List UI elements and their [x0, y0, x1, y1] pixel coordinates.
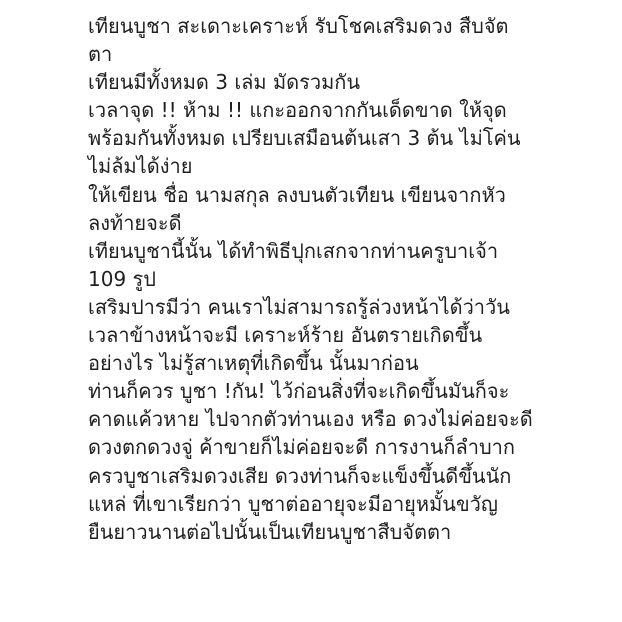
- text-line: คาดแค้วหาย ไปจากตัวท่านเอง หรือ ดวงไม่ค่อยจะดี: [88, 407, 533, 432]
- text-line: ดวงตกดวงจู่ ค้าขายก็ไม่ค่อยจะดี การงานก็ลำบาก: [88, 435, 516, 460]
- text-line: ท่านก็ควร บูชา !กัน! ไว้ก่อนสิ่งที่จะเกิดขึ้นมันก็จะ: [88, 379, 510, 404]
- text-line: เวลาข้างหน้าจะมี เคราะห์ร้าย อันตรายเกิดขึ้น: [88, 323, 483, 348]
- text-line: ลงท้ายจะดี: [88, 210, 182, 235]
- text-line: อย่างไร ไม่รู้สาเหตุที่เกิดขึ้น นั้นมาก่อน: [88, 351, 419, 376]
- text-line: พร้อมกันทั้งหมด เปรียบเสมือนต้นเสา 3 ต้น ไม่โค่น: [88, 126, 521, 151]
- text-line: ครวบูชาเสริมดวงเสีย ดวงท่านก็จะแข็งขึ้นดีขึ้นนัก: [88, 463, 512, 488]
- text-line: ยืนยาวนานต่อไปนั้นเป็นเทียนบูชาสืบจัตตา: [88, 519, 452, 544]
- text-line: ไม่ล้มได้ง่าย: [88, 154, 193, 179]
- text-line: ตา: [88, 42, 113, 67]
- text-line: เสริมปารมีว่า คนเราไม่สามารถรู้ล่วงหน้าได้ว่าวัน: [88, 294, 510, 319]
- post-text-body: [88, 12, 608, 546]
- text-line: 109 รูป: [88, 266, 156, 291]
- text-line: เวลาจุด !! ห้าม !! แกะออกจากกันเด็ดขาด ให้จุด: [88, 98, 507, 123]
- text-line: แหล่ ที่เขาเรียกว่า บูชาต่ออายุจะมีอายุหมั้นขวัญ: [88, 491, 498, 516]
- text-line: เทียนมีทั้งหมด 3 เล่ม มัดรวมกัน: [88, 70, 361, 95]
- text-line: ให้เขียน ชื่อ นามสกุล ลงบนตัวเทียน เขียนจากหัว: [88, 182, 506, 207]
- text-line: เทียนบูชานี้นั้น ได้ทำพิธีปุกเสกจากท่านครูบาเจ้า: [88, 238, 499, 263]
- text-line: เทียนบูชา สะเดาะเคราะห์ รับโชคเสริมดวง สืบจัต: [88, 14, 509, 38]
